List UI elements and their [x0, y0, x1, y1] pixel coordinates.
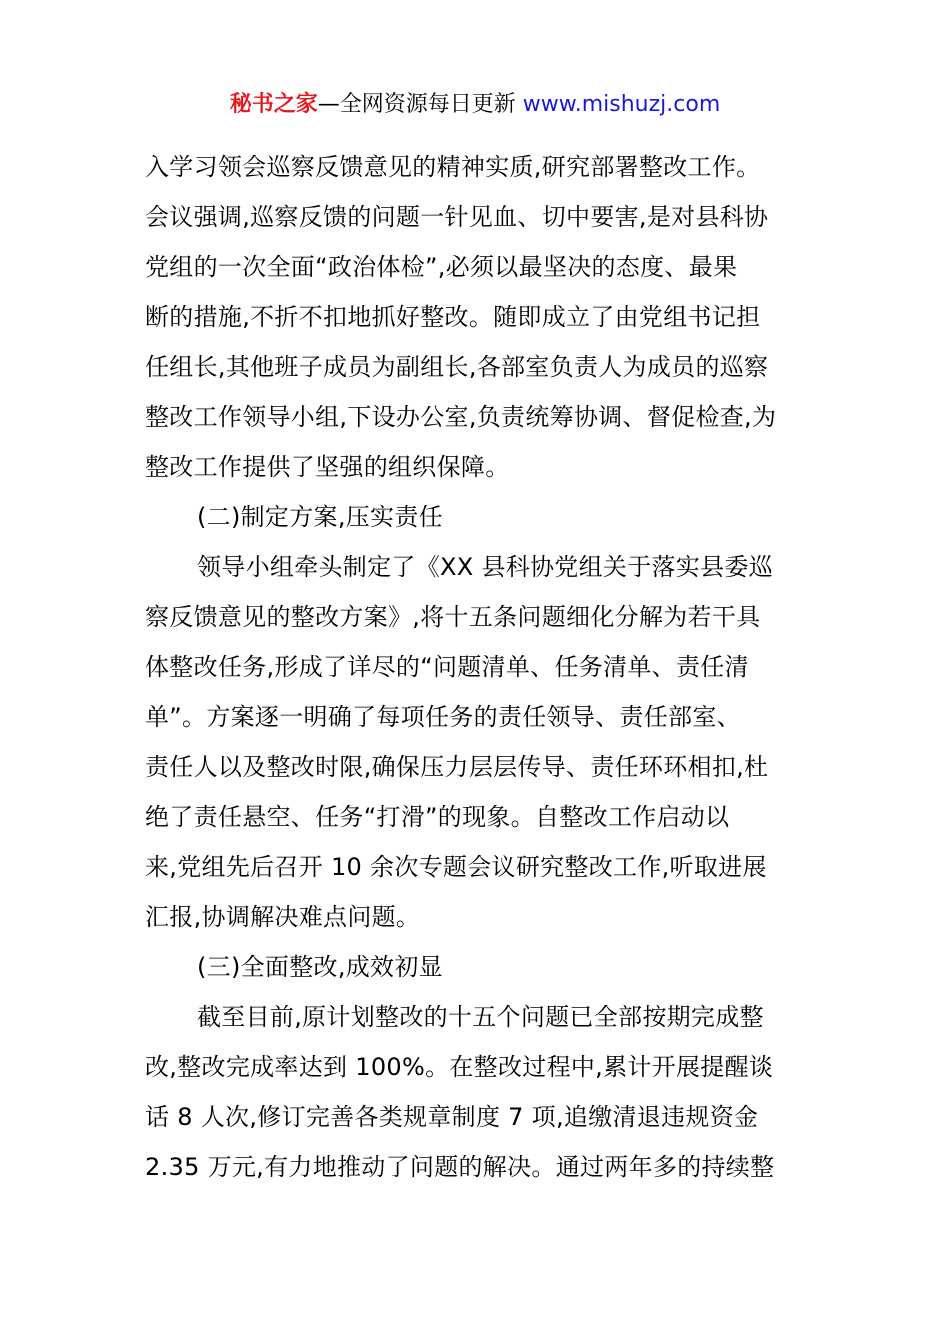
- text-line: 单”。方案逐一明确了每项任务的责任领导、责任部室、: [145, 703, 741, 731]
- text-line: 2.35 万元,有力地推动了问题的解决。通过两年多的持续整: [145, 1153, 775, 1181]
- text-line: 领导小组牵头制定了《XX 县科协党组关于落实县委巡: [197, 553, 774, 581]
- header-tagline: —全网资源每日更新: [317, 92, 523, 117]
- brand-name: 秘书之家: [229, 92, 318, 117]
- text-line: 责任人以及整改时限,确保压力层层传导、责任环环相扣,杜: [145, 753, 769, 781]
- page-header: [0, 88, 950, 122]
- text-line: 绝了责任悬空、任务“打滑”的现象。自整改工作启动以: [145, 803, 730, 831]
- text-line: 整改工作领导小组,下设办公室,负责统筹协调、督促检查,为: [145, 403, 777, 431]
- text-line: 话 8 人次,修订完善各类规章制度 7 项,追缴清退违规资金: [145, 1103, 759, 1131]
- section-heading: (三)全面整改,成效初显: [197, 953, 443, 981]
- text-line: 改,整改完成率达到 100%。在整改过程中,累计开展提醒谈: [145, 1053, 774, 1081]
- text-line: 任组长,其他班子成员为副组长,各部室负责人为成员的巡察: [145, 353, 769, 381]
- text-line: 体整改任务,形成了详尽的“问题清单、任务清单、责任清: [145, 653, 749, 681]
- text-line: 整改工作提供了坚强的组织保障。: [145, 453, 510, 481]
- text-line: 察反馈意见的整改方案》,将十五条问题细化分解为若干具: [145, 603, 761, 631]
- document-body: [145, 142, 817, 1192]
- text-line: 断的措施,不折不扣地抓好整改。随即成立了由党组书记担: [145, 303, 761, 331]
- site-url-link[interactable]: www.mishuzj.com: [522, 92, 721, 117]
- text-line: 入学习领会巡察反馈意见的精神实质,研究部署整改工作。: [145, 153, 761, 181]
- section-heading: (二)制定方案,压实责任: [197, 503, 443, 531]
- text-line: 来,党组先后召开 10 余次专题会议研究整改工作,听取进展: [145, 853, 767, 881]
- text-line: 党组的一次全面“政治体检”,必须以最坚决的态度、最果: [145, 253, 738, 281]
- text-line: 汇报,协调解决难点问题。: [145, 903, 421, 931]
- text-line: 截至目前,原计划整改的十五个问题已全部按期完成整: [197, 1003, 764, 1031]
- text-line: 会议强调,巡察反馈的问题一针见血、切中要害,是对县科协: [145, 203, 769, 231]
